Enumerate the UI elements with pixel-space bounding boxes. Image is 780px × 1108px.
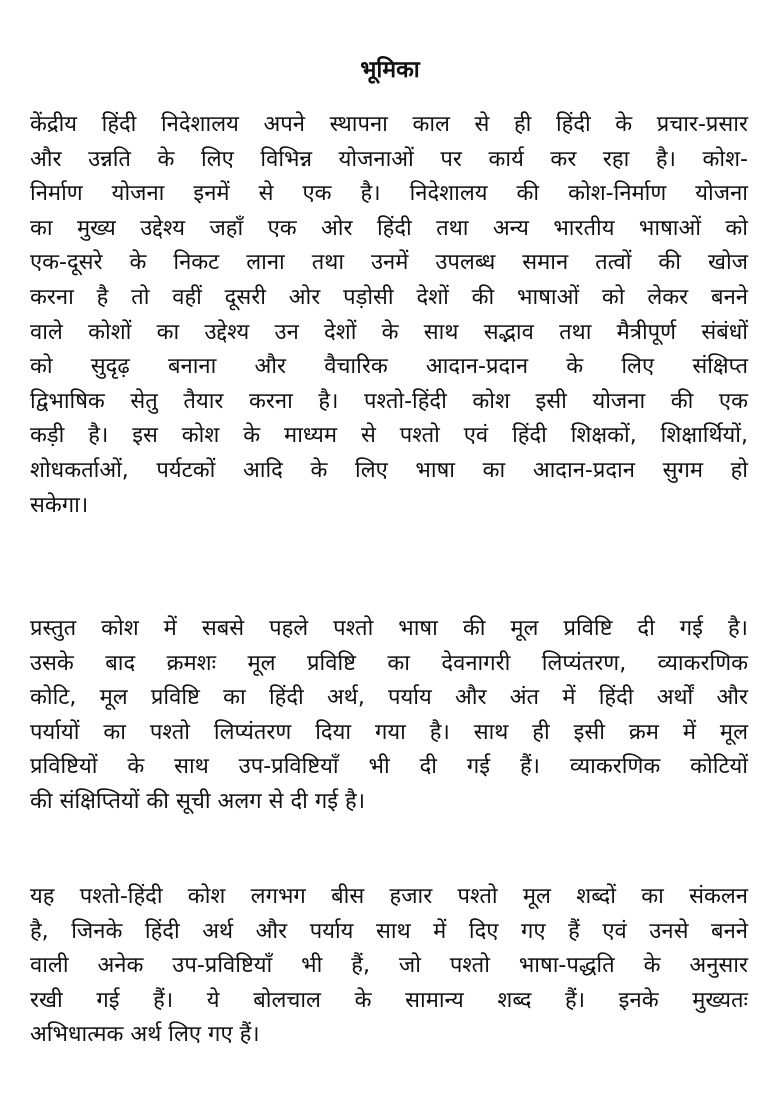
paragraph-3 xyxy=(30,880,748,1053)
paragraph-2 xyxy=(30,612,748,820)
text-line: शोधकर्ताओं, पर्यटकों आदि के लिए भाषा का आदान-प्रदान सुगम हो xyxy=(30,457,748,483)
text-line: कड़ी है। इस कोश के माध्यम से पश्तो एवं हिंदी शिक्षकों, शिक्षार्थियों, xyxy=(30,423,748,449)
text-line: अभिधात्मक अर्थ लिए गए हैं। xyxy=(30,1022,260,1048)
text-line: की संक्षिप्तियों की सूची अलग से दी गई है। xyxy=(30,788,366,814)
text-line: द्विभाषिक सेतु तैयार करना है। पश्तो-हिंदी कोश इसी योजना की एक xyxy=(30,388,748,414)
text-line: है, जिनके हिंदी अर्थ और पर्याय साथ में दिए गए हैं एवं उनसे बनने xyxy=(30,918,748,944)
paragraph-1 xyxy=(30,108,748,523)
text-line: और उन्नति के लिए विभिन्न योजनाओं पर कार्य कर रहा है। कोश- xyxy=(30,146,748,172)
text-line: करना है तो वहीं दूसरी ओर पड़ोसी देशों की भाषाओं को लेकर बनने xyxy=(30,284,748,310)
text-line: प्रविष्टियों के साथ उप-प्रविष्टियाँ भी दी गई हैं। व्याकरणिक कोटियों xyxy=(30,754,748,780)
text-line: रखी गई हैं। ये बोलचाल के सामान्य शब्द हैं। इनके मुख्यतः xyxy=(30,987,748,1013)
text-line: निर्माण योजना इनमें से एक है। निदेशालय की कोश-निर्माण योजना xyxy=(30,181,748,207)
text-line: प्रस्तुत कोश में सबसे पहले पश्तो भाषा की मूल प्रविष्टि दी गई है। xyxy=(30,616,748,641)
text-line: एक-दूसरे के निकट लाना तथा उनमें उपलब्ध समान तत्वों की खोज xyxy=(30,250,748,276)
text-line: सकेगा। xyxy=(30,492,89,518)
text-line: उसके बाद क्रमशः मूल प्रविष्टि का देवनागरी लिप्यंतरण, व्याकरणिक xyxy=(30,650,748,676)
text-line: वाले कोशों का उद्देश्य उन देशों के साथ सद्भाव तथा मैत्रीपूर्ण संबंधों xyxy=(30,319,748,345)
text-line: यह पश्तो-हिंदी कोश लगभग बीस हजार पश्तो मूल शब्दों का संकलन xyxy=(30,884,748,909)
text-line: पर्यायों का पश्तो लिप्यंतरण दिया गया है। साथ ही इसी क्रम में मूल xyxy=(30,719,748,745)
text-line: वाली अनेक उप-प्रविष्टियाँ भी हैं, जो पश्तो भाषा-पद्धति के अनुसार xyxy=(30,953,748,979)
text-line: कोटि, मूल प्रविष्टि का हिंदी अर्थ, पर्याय और अंत में हिंदी अर्थों और xyxy=(30,685,748,711)
page-title: भूमिका xyxy=(360,57,420,83)
text-line: केंद्रीय हिंदी निदेशालय अपने स्थापना काल से ही हिंदी के प्रचार-प्रसार xyxy=(30,112,748,137)
text-line: को सुदृढ़ बनाना और वैचारिक आदान-प्रदान के लिए संक्षिप्त xyxy=(30,354,748,380)
text-line: का मुख्य उद्देश्य जहाँ एक ओर हिंदी तथा अन्य भारतीय भाषाओं को xyxy=(30,215,748,241)
